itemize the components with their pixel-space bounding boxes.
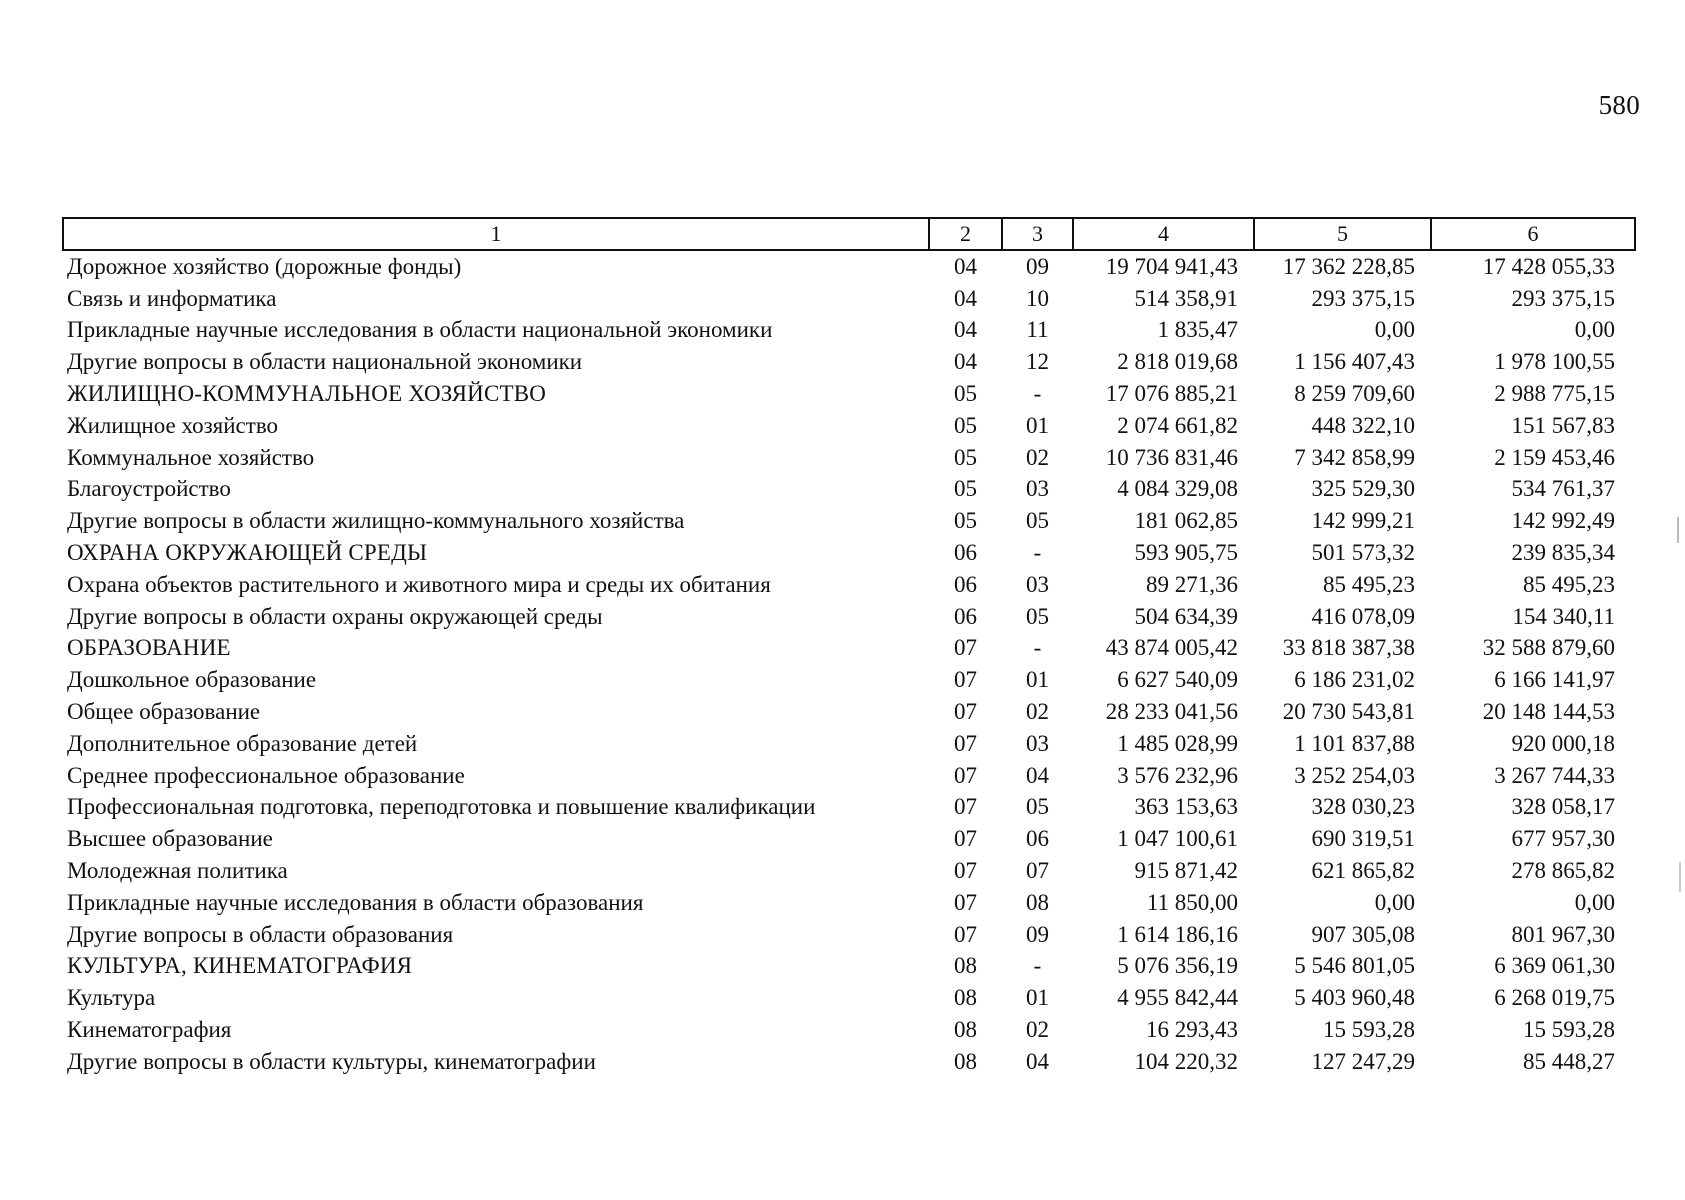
- row-col-3: 01: [1026, 412, 1049, 438]
- row-col-2: 05: [954, 412, 977, 438]
- table-row: [63, 1014, 1635, 1046]
- row-col-4: 1 485 028,99: [1117, 730, 1238, 756]
- row-name: Другие вопросы в области образования: [67, 921, 454, 947]
- row-col-6: 20 148 144,53: [1482, 699, 1615, 725]
- row-col-3: -: [1033, 540, 1042, 566]
- row-col-6: 534 761,37: [1511, 476, 1615, 502]
- row-col-6: 2 159 453,46: [1494, 444, 1615, 470]
- row-col-4: 5 076 356,19: [1117, 953, 1238, 979]
- row-col-4: 181 062,85: [1134, 508, 1238, 534]
- row-col-2: 08: [954, 1017, 977, 1043]
- row-col-5: 690 319,51: [1311, 826, 1415, 852]
- row-col-2: 08: [954, 985, 977, 1011]
- row-name: Прикладные научные исследования в области образования: [67, 889, 644, 915]
- row-col-2: 04: [954, 349, 977, 375]
- row-col-5: 0,00: [1374, 317, 1415, 343]
- row-col-6: 85 448,27: [1523, 1048, 1615, 1074]
- row-col-4: 17 076 885,21: [1105, 381, 1238, 407]
- row-col-3: 11: [1026, 317, 1049, 343]
- row-col-3: 05: [1026, 508, 1049, 534]
- row-col-4: 10 736 831,46: [1105, 444, 1238, 470]
- table-row: [63, 315, 1635, 347]
- scan-edge-mark: [1677, 517, 1679, 543]
- row-col-4: 2 818 019,68: [1117, 349, 1238, 375]
- row-col-6: 1 978 100,55: [1494, 349, 1615, 375]
- row-col-3: 09: [1026, 921, 1049, 947]
- row-col-5: 325 529,30: [1311, 476, 1415, 502]
- row-col-3: 01: [1026, 667, 1049, 693]
- header-col-6: 6: [1431, 218, 1635, 250]
- row-col-5: 33 818 387,38: [1282, 635, 1415, 661]
- row-col-4: 514 358,91: [1134, 285, 1238, 311]
- row-col-3: 04: [1026, 1048, 1049, 1074]
- row-col-5: 5 403 960,48: [1294, 985, 1415, 1011]
- row-col-5: 7 342 858,99: [1294, 444, 1415, 470]
- header-row: [63, 218, 1635, 250]
- row-col-3: 05: [1026, 794, 1049, 820]
- table-header: [63, 218, 1635, 250]
- row-col-4: 1 047 100,61: [1117, 826, 1238, 852]
- row-col-2: 05: [954, 476, 977, 502]
- row-col-3: 08: [1026, 889, 1049, 915]
- row-col-3: 02: [1026, 444, 1049, 470]
- row-col-4: 1 835,47: [1157, 317, 1238, 343]
- table-row: [63, 919, 1635, 951]
- row-col-2: 08: [954, 953, 977, 979]
- row-name: Другие вопросы в области охраны окружающей среды: [67, 603, 603, 629]
- row-col-2: 05: [954, 508, 977, 534]
- row-col-3: 03: [1026, 571, 1049, 597]
- row-col-2: 04: [954, 285, 977, 311]
- table-row: [63, 505, 1635, 537]
- row-col-3: -: [1033, 381, 1042, 407]
- row-col-6: 6 268 019,75: [1494, 985, 1615, 1011]
- row-col-5: 85 495,23: [1323, 571, 1415, 597]
- row-col-4: 363 153,63: [1134, 794, 1238, 820]
- row-col-5: 20 730 543,81: [1282, 699, 1415, 725]
- row-col-3: 04: [1026, 762, 1049, 788]
- row-col-6: 32 588 879,60: [1482, 635, 1615, 661]
- row-name: ОХРАНА ОКРУЖАЮЩЕЙ СРЕДЫ: [67, 540, 428, 566]
- row-col-4: 4 955 842,44: [1117, 985, 1238, 1011]
- row-name: Профессиональная подготовка, переподготовка и повышение квалификации: [67, 794, 816, 820]
- section-row: [63, 633, 1635, 665]
- row-name: Дошкольное образование: [67, 667, 317, 693]
- row-col-5: 0,00: [1374, 889, 1415, 915]
- row-col-3: -: [1033, 635, 1042, 661]
- row-col-4: 6 627 540,09: [1117, 667, 1238, 693]
- row-name: Благоустройство: [67, 476, 231, 502]
- section-row: [63, 951, 1635, 983]
- row-name: Другие вопросы в области культуры, кинематографии: [67, 1048, 596, 1074]
- row-col-3: 07: [1026, 858, 1049, 884]
- row-col-4: 1 614 186,16: [1117, 921, 1238, 947]
- row-col-2: 07: [954, 762, 977, 788]
- row-name: ОБРАЗОВАНИЕ: [67, 635, 231, 661]
- table-row: [63, 442, 1635, 474]
- table-body: [63, 250, 1635, 1078]
- row-col-2: 05: [954, 381, 977, 407]
- row-col-4: 104 220,32: [1134, 1048, 1238, 1074]
- row-col-5: 501 573,32: [1311, 540, 1415, 566]
- row-col-6: 15 593,28: [1523, 1017, 1615, 1043]
- row-col-2: 06: [954, 540, 977, 566]
- row-col-3: 01: [1026, 985, 1049, 1011]
- row-col-4: 504 634,39: [1134, 603, 1238, 629]
- row-name: Охрана объектов растительного и животного мира и среды их обитания: [67, 571, 771, 597]
- row-col-4: 11 850,00: [1146, 889, 1238, 915]
- table-row: [63, 728, 1635, 760]
- row-name: Коммунальное хозяйство: [67, 444, 315, 470]
- row-col-5: 448 322,10: [1311, 412, 1415, 438]
- row-col-4: 4 084 329,08: [1117, 476, 1238, 502]
- table-row: [63, 1046, 1635, 1078]
- row-col-2: 07: [954, 826, 977, 852]
- table-row: [63, 982, 1635, 1014]
- section-row: [63, 537, 1635, 569]
- row-col-2: 04: [954, 253, 977, 279]
- row-col-2: 07: [954, 921, 977, 947]
- row-col-3: 02: [1026, 699, 1049, 725]
- row-col-5: 15 593,28: [1323, 1017, 1415, 1043]
- table-row: [63, 283, 1635, 315]
- row-col-5: 907 305,08: [1311, 921, 1415, 947]
- table-row: [63, 760, 1635, 792]
- row-col-5: 17 362 228,85: [1282, 253, 1415, 279]
- table-row: [63, 410, 1635, 442]
- row-col-6: 920 000,18: [1511, 730, 1615, 756]
- row-col-6: 6 369 061,30: [1494, 953, 1615, 979]
- row-col-2: 06: [954, 603, 977, 629]
- row-name: Другие вопросы в области национальной экономики: [67, 349, 583, 375]
- row-col-5: 328 030,23: [1311, 794, 1415, 820]
- table-row: [63, 887, 1635, 919]
- row-col-6: 6 166 141,97: [1494, 667, 1615, 693]
- table-row: [63, 601, 1635, 633]
- row-name: Жилищное хозяйство: [67, 412, 279, 438]
- row-col-4: 2 074 661,82: [1117, 412, 1238, 438]
- scan-edge-mark: [1679, 862, 1681, 892]
- row-col-3: 03: [1026, 730, 1049, 756]
- row-col-6: 142 992,49: [1511, 508, 1615, 534]
- row-name: Высшее образование: [67, 826, 273, 852]
- row-col-5: 5 546 801,05: [1294, 953, 1415, 979]
- row-col-5: 8 259 709,60: [1294, 381, 1415, 407]
- row-name: Другие вопросы в области жилищно-коммунального хозяйства: [67, 508, 685, 534]
- header-col-4: 4: [1073, 218, 1254, 250]
- table-row: [63, 823, 1635, 855]
- table-row: [63, 569, 1635, 601]
- row-col-2: 08: [954, 1048, 977, 1074]
- table-row: [63, 250, 1635, 283]
- row-col-4: 3 576 232,96: [1117, 762, 1238, 788]
- row-col-3: 10: [1026, 285, 1049, 311]
- row-col-6: 239 835,34: [1511, 540, 1615, 566]
- page-number: 580: [1598, 90, 1640, 120]
- row-col-2: 07: [954, 889, 977, 915]
- header-col-2: 2: [929, 218, 1002, 250]
- row-col-5: 621 865,82: [1311, 858, 1415, 884]
- table-row: [63, 792, 1635, 824]
- row-col-2: 07: [954, 858, 977, 884]
- row-col-3: -: [1033, 953, 1042, 979]
- row-col-6: 677 957,30: [1511, 826, 1615, 852]
- row-col-6: 801 967,30: [1511, 921, 1615, 947]
- row-col-5: 293 375,15: [1311, 285, 1415, 311]
- row-col-6: 0,00: [1574, 889, 1615, 915]
- row-col-4: 43 874 005,42: [1105, 635, 1238, 661]
- row-col-4: 19 704 941,43: [1105, 253, 1238, 279]
- row-col-6: 328 058,17: [1511, 794, 1615, 820]
- row-col-4: 16 293,43: [1146, 1017, 1238, 1043]
- row-col-6: 278 865,82: [1511, 858, 1615, 884]
- row-col-6: 151 567,83: [1511, 412, 1615, 438]
- budget-table: [62, 217, 1636, 1078]
- row-col-6: 154 340,11: [1512, 603, 1615, 629]
- row-name: Дополнительное образование детей: [67, 730, 418, 756]
- row-col-2: 07: [954, 667, 977, 693]
- row-col-6: 2 988 775,15: [1494, 381, 1615, 407]
- row-col-5: 1 101 837,88: [1294, 730, 1415, 756]
- row-col-6: 0,00: [1574, 317, 1615, 343]
- row-name: Кинематография: [67, 1017, 232, 1043]
- row-col-5: 416 078,09: [1311, 603, 1415, 629]
- row-name: Культура: [67, 985, 156, 1011]
- row-col-2: 07: [954, 730, 977, 756]
- table-row: [63, 346, 1635, 378]
- row-col-5: 1 156 407,43: [1294, 349, 1415, 375]
- header-col-3: 3: [1002, 218, 1073, 250]
- row-col-2: 04: [954, 317, 977, 343]
- row-col-4: 89 271,36: [1146, 571, 1238, 597]
- row-col-3: 02: [1026, 1017, 1049, 1043]
- row-col-5: 127 247,29: [1311, 1048, 1415, 1074]
- row-name: Общее образование: [67, 699, 261, 725]
- row-col-2: 07: [954, 794, 977, 820]
- row-col-6: 293 375,15: [1511, 285, 1615, 311]
- table-row: [63, 664, 1635, 696]
- header-col-5: 5: [1254, 218, 1431, 250]
- header-col-1: 1: [63, 218, 929, 250]
- row-name: ЖИЛИЩНО-КОММУНАЛЬНОЕ ХОЗЯЙСТВО: [67, 381, 547, 407]
- row-name: КУЛЬТУРА, КИНЕМАТОГРАФИЯ: [67, 953, 413, 979]
- section-row: [63, 378, 1635, 410]
- table-row: [63, 474, 1635, 506]
- row-name: Среднее профессиональное образование: [67, 762, 465, 788]
- row-col-2: 07: [954, 699, 977, 725]
- row-col-6: 3 267 744,33: [1494, 762, 1615, 788]
- row-col-3: 05: [1026, 603, 1049, 629]
- row-col-6: 85 495,23: [1523, 571, 1615, 597]
- row-name: Связь и информатика: [67, 285, 277, 311]
- row-name: Прикладные научные исследования в области национальной экономики: [67, 317, 773, 343]
- row-col-2: 05: [954, 444, 977, 470]
- table-row: [63, 855, 1635, 887]
- row-col-4: 593 905,75: [1134, 540, 1238, 566]
- table-row: [63, 696, 1635, 728]
- row-col-4: 28 233 041,56: [1105, 699, 1238, 725]
- row-col-3: 09: [1026, 253, 1049, 279]
- row-col-2: 07: [954, 635, 977, 661]
- row-col-3: 03: [1026, 476, 1049, 502]
- row-col-5: 3 252 254,03: [1294, 762, 1415, 788]
- row-col-3: 06: [1026, 826, 1049, 852]
- row-name: Дорожное хозяйство (дорожные фонды): [67, 253, 462, 279]
- row-col-3: 12: [1026, 349, 1049, 375]
- row-col-5: 6 186 231,02: [1294, 667, 1415, 693]
- row-col-2: 06: [954, 571, 977, 597]
- row-col-5: 142 999,21: [1311, 508, 1415, 534]
- row-name: Молодежная политика: [67, 858, 288, 884]
- row-col-6: 17 428 055,33: [1482, 253, 1615, 279]
- row-col-4: 915 871,42: [1134, 858, 1238, 884]
